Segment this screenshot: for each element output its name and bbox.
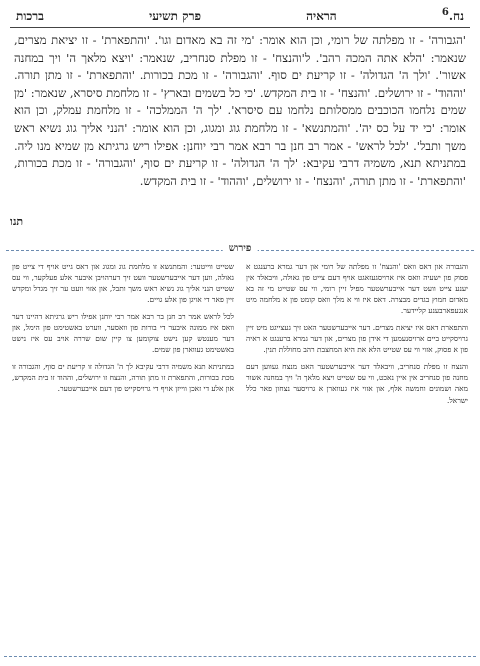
page-header (10, 6, 470, 28)
commentary-paragraph: שטייט ווייטער: והמתנשא זו מלחמת גוג ומגוג און דאס גייט אויף די צייט פון גאולה, ווען דער אייבערשטער וועט זיך דערהויבן איבער אלע פעלקער, ווי עס שטייט הנני אליך גוג נשיא ראש משך ותבל, און אזוי וועט ער זיך מגדל ומקדש זיין פאר די אויגן פון אלע גויים. (12, 262, 234, 305)
section-title: הראיה (306, 9, 337, 23)
main-paragraph: 'הגבורה' - זו מפלתה של רומי, וכן הוא אומר: 'מי זה בא מאדום וגו'. 'והתפארת' - זו יציאת מצרים, שנאמר: 'הלא אתה המכה רהב'. ל'והנצח' - זו מפלת סנחריב, שנאמר: 'ויצא מלאך ה' ויך במחנה אשור'. 'ולך ה' הגדולה' - זו קריעת ים סוף. 'והגבורה' - זו מכת בכורות. 'והתפארת' - זו מתן תורה. 'וההוד' - זו ירושלים. 'והנצח' - זו בית המקדש. 'כי כל בשמים ובארץ' - זו מלחמת סיסרא, שנאמר: 'מן שמים נלחמו הכוכבים ממסלותם נלחמו עם סיסרא'. 'לך ה' הממלכה' - זו מלחמת עמלק, וכן הוא אומר: 'כי יד על כס יה'. 'והמתנשא' - זו מלחמת גוג ומגוג, וכן הוא אומר: 'הנני אליך גוג נשיא ראש משך ותבל'. 'לכל לראש' - אמר רב חנן בר רבא אמר רבי יוחנן: אפילו ריש גרגיתא מן שמיא מנו ליה. במתניתא תנא, משמיה דרבי עקיבא: 'לך ה' הגדולה' - זו קריעת ים סוף, 'והגבורה' - זו מכת בכורות, 'והתפארת' - זו מתן תורה, 'והנצח' - זו ירושלים, 'וההוד' - זו בית המקדש. (14, 33, 466, 188)
commentary-paragraph: והתפארת דאס איז יציאת מצרים. דער אייבערשטער האט זיך געצייגט מיט זיין גרויסקייט ביים ארויסנעמען די אידן פון מצרים, און דער גמרא ברענגט א ראיה פון א פסוק, אזוי ווי עס שטייט הלא את היא המחצבת רהב מחוללת תנין. (246, 323, 468, 355)
chapter-title: פרק תשיעי (149, 9, 201, 23)
commentary-label: פירוש (223, 243, 258, 254)
commentary-paragraph: במתניתא תנא משמיה דרבי עקיבא לך ה' הגדולה זו קריעת ים סוף, והגבורה זו מכת בכורות, והתפארת זו מתן תורה, והנצח זו ירושלים, וההוד זו בית המקדש, און אלע די זאכן ווייזן אויף די גרויסקייט פון דעם אייבערשטער. (12, 362, 234, 394)
main-text (10, 28, 470, 213)
commentary (10, 257, 470, 657)
bottom-dashed-border (4, 656, 476, 657)
commentary-paragraph: והגבורה און דאס וואס 'והנצח' זו מפלתה של רומי און דער גמרא ברענגט א פסוק פון ישעיה וואס איז ארויסגעזאגט אויף דעם צייט פון גאולה, וויבאלד אין יענע צייט וועט דער אייבערשטער מפיל זיין רומי, ווי עס שטייט מי זה בא מאדום חמוץ בגדים מבצרה. דאס איז ווי א מלך וואס קומט פון א מלחמה מיט אנגעפארבענע קליידער. (246, 262, 468, 316)
commentary-left-column (12, 261, 234, 657)
commentary-paragraph: לכל לראש אמר רב חנן בר רבא אמר רבי יוחנן אפילו ריש גרגיתא דהיינו דער וואס איז ממונה איבער די בורות פון וואסער, ווערט באשטימט פון הימל, און דער מענטש קען נישט צוקומען צו קיין שום שררה אויב עס איז נישט באשטימט געווארן פון שמים. (12, 312, 234, 355)
commentary-separator (6, 243, 474, 257)
tractate-title: ברכות (16, 9, 44, 23)
signoff: תנו (10, 215, 24, 228)
commentary-right-column (246, 261, 468, 657)
commentary-paragraph: והנצח זו מפלת סנחריב, וויבאלד דער אייבערשטער האט מנצח געווען דעם מחנה פון סנחריב אין איין נאכט, ווי עס שטייט ויצא מלאך ה' ויך במחנה אשור מאה ושמונים וחמשה אלף, און אזוי איז געווארן א גרויסער נצחון פאר כלל ישראל. (246, 362, 468, 405)
page-number: נח.$^6$ (441, 7, 464, 23)
